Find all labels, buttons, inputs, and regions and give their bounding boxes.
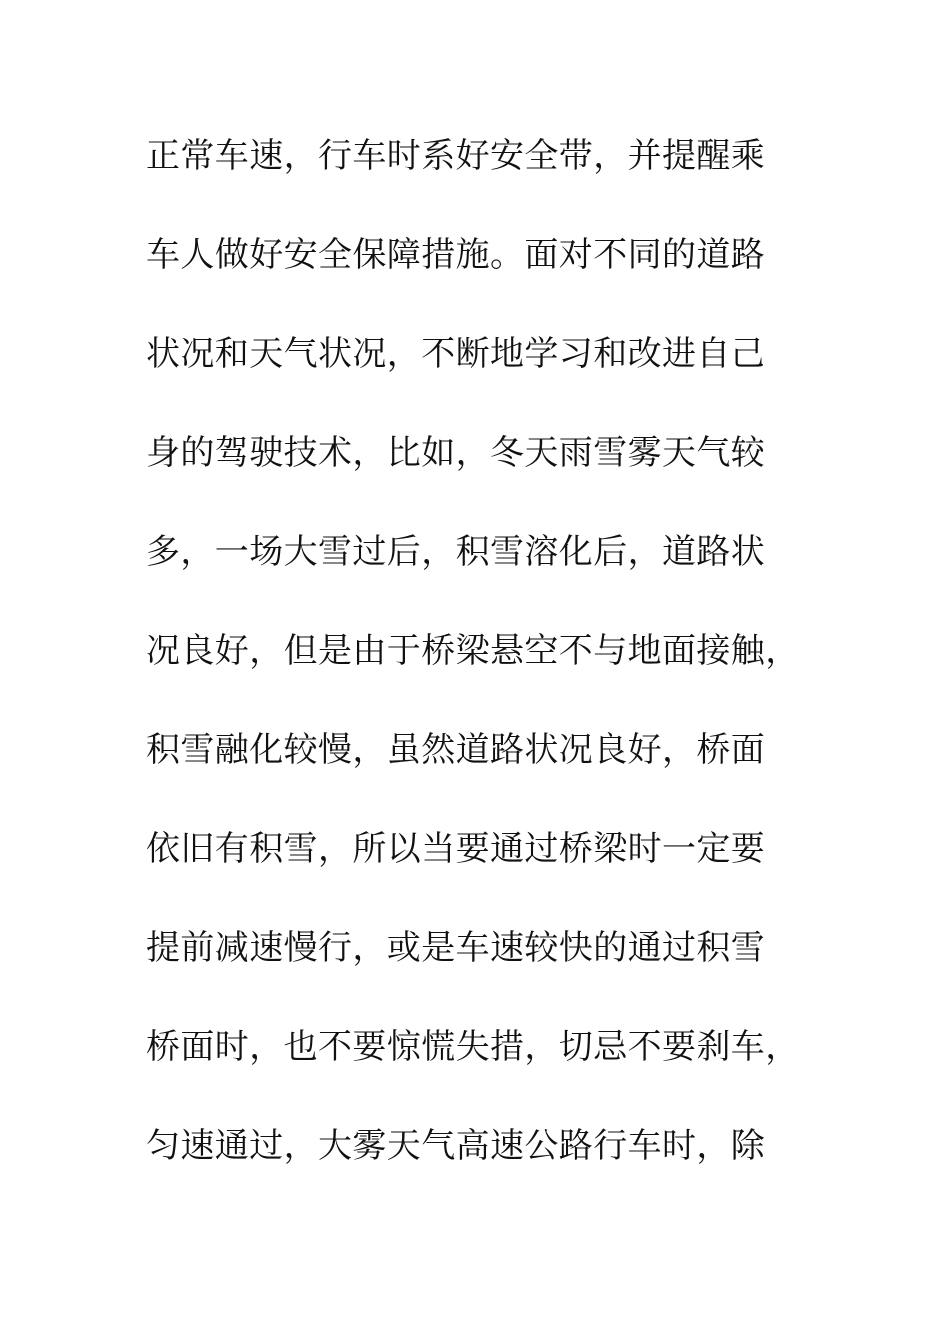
paragraph-line: 况良好，但是由于桥梁悬空不与地面接触， (146, 631, 800, 671)
paragraph-line: 依旧有积雪，所以当要通过桥梁时一定要 (146, 829, 766, 869)
paragraph-line: 匀速通过，大雾天气高速公路行车时，除 (146, 1126, 766, 1166)
paragraph-line: 积雪融化较慢，虽然道路状况良好，桥面 (146, 730, 766, 770)
paragraph-line: 车人做好安全保障措施。面对不同的道路 (146, 235, 766, 275)
paragraph-line: 状况和天气状况，不断地学习和改进自己 (146, 334, 766, 374)
paragraph-line: 身的驾驶技术，比如，冬天雨雪雾天气较 (146, 433, 766, 473)
paragraph-line: 正常车速，行车时系好安全带，并提醒乘 (146, 136, 766, 176)
body-paragraph (146, 126, 826, 1215)
paragraph-line: 多，一场大雪过后，积雪溶化后，道路状 (146, 532, 766, 572)
paragraph-line: 提前减速慢行，或是车速较快的通过积雪 (146, 928, 766, 968)
paragraph-line: 桥面时，也不要惊慌失措，切忌不要刹车， (146, 1027, 800, 1067)
